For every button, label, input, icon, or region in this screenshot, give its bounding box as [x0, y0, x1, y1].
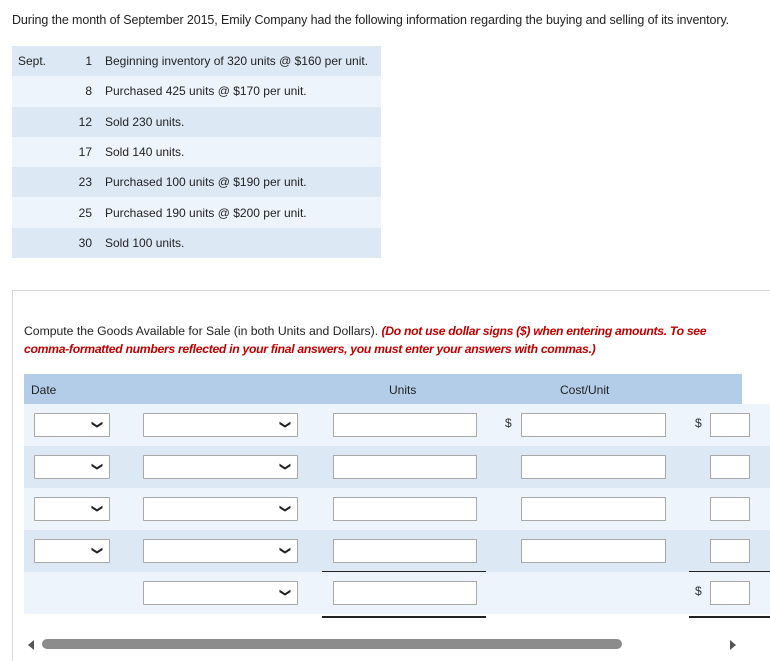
units-input[interactable] — [333, 539, 477, 563]
total-cost-input[interactable] — [710, 497, 750, 521]
total-units-input[interactable] — [333, 581, 477, 605]
date-select[interactable] — [34, 455, 110, 479]
description-select[interactable] — [143, 497, 298, 521]
description-cell: Sold 230 units. — [105, 107, 381, 137]
total-cost-input[interactable] — [710, 581, 750, 605]
month-cell — [12, 107, 58, 137]
description-select[interactable] — [143, 455, 298, 479]
table-row — [12, 228, 381, 258]
transactions-table — [12, 46, 381, 258]
chevron-down-icon: ❯ — [91, 504, 103, 514]
units-input[interactable] — [333, 497, 477, 521]
chevron-down-icon: ❯ — [279, 546, 291, 556]
description-select[interactable] — [143, 539, 298, 563]
dollar-sign: $ — [505, 416, 512, 430]
description-cell: Purchased 425 units @ $170 per unit. — [105, 76, 381, 106]
table-row — [12, 167, 381, 197]
header-units: Units — [389, 383, 417, 397]
month-cell: Sept. — [12, 46, 58, 76]
total-rule — [322, 616, 486, 618]
chevron-down-icon: ❯ — [91, 546, 103, 556]
total-cost-input[interactable] — [710, 413, 750, 437]
month-cell — [12, 228, 58, 258]
table-row — [12, 197, 381, 227]
description-cell: Sold 100 units. — [105, 228, 381, 258]
table-row — [12, 137, 381, 167]
header-date: Date — [31, 383, 57, 397]
units-input[interactable] — [333, 455, 477, 479]
chevron-down-icon: ❯ — [91, 420, 103, 430]
chevron-down-icon: ❯ — [279, 462, 291, 472]
day-cell: 23 — [58, 167, 105, 197]
month-cell — [12, 197, 58, 227]
day-cell: 12 — [58, 107, 105, 137]
horizontal-scrollbar[interactable] — [24, 638, 742, 652]
description-cell: Beginning inventory of 320 units @ $160 per unit. — [105, 46, 381, 76]
month-cell — [12, 137, 58, 167]
table-row — [12, 46, 381, 76]
description-cell: Purchased 100 units @ $190 per unit. — [105, 167, 381, 197]
day-cell: 25 — [58, 197, 105, 227]
description-cell: Sold 140 units. — [105, 137, 381, 167]
scroll-left-arrow-icon[interactable] — [28, 640, 34, 650]
day-cell: 8 — [58, 76, 105, 106]
cost-per-unit-input[interactable] — [521, 413, 666, 437]
chevron-down-icon: ❯ — [91, 462, 103, 472]
total-cost-input[interactable] — [710, 539, 750, 563]
date-select[interactable] — [34, 497, 110, 521]
dollar-sign: $ — [695, 584, 702, 598]
chevron-down-icon: ❯ — [279, 504, 291, 514]
answer-row — [24, 404, 770, 446]
description-cell: Purchased 190 units @ $200 per unit. — [105, 197, 381, 227]
intro-text: During the month of September 2015, Emily Company had the following information regarding the buying and selling of its inventory. — [12, 13, 730, 27]
description-select[interactable] — [143, 413, 298, 437]
day-cell: 1 — [58, 46, 105, 76]
month-cell — [12, 167, 58, 197]
date-select[interactable] — [34, 413, 110, 437]
total-rule — [689, 616, 770, 618]
question-text — [24, 322, 744, 358]
date-select[interactable] — [34, 539, 110, 563]
chevron-down-icon: ❯ — [279, 420, 291, 430]
answer-row — [24, 530, 770, 572]
cost-per-unit-input[interactable] — [521, 539, 666, 563]
cost-per-unit-input[interactable] — [521, 455, 666, 479]
month-cell — [12, 76, 58, 106]
table-row — [12, 76, 381, 106]
question-note: (Do not use dollar signs ($) when entering amounts. To see comma-formatted numbers reflected in your final answers, you must enter your answers with commas.) — [24, 324, 707, 356]
table-row — [12, 107, 381, 137]
answer-row — [24, 446, 770, 488]
cost-per-unit-input[interactable] — [521, 497, 666, 521]
answer-total-row — [24, 572, 770, 614]
question-prompt: Compute the Goods Available for Sale (in both Units and Dollars). — [24, 324, 382, 338]
header-cost-unit: Cost/Unit — [560, 383, 610, 397]
day-cell: 30 — [58, 228, 105, 258]
scrollbar-thumb[interactable] — [42, 639, 622, 649]
chevron-down-icon: ❯ — [279, 588, 291, 598]
day-cell: 17 — [58, 137, 105, 167]
dollar-sign: $ — [695, 416, 702, 430]
answer-row — [24, 488, 770, 530]
description-select[interactable] — [143, 581, 298, 605]
answer-table-header — [24, 374, 742, 404]
scroll-right-arrow-icon[interactable] — [730, 640, 736, 650]
units-input[interactable] — [333, 413, 477, 437]
total-cost-input[interactable] — [710, 455, 750, 479]
